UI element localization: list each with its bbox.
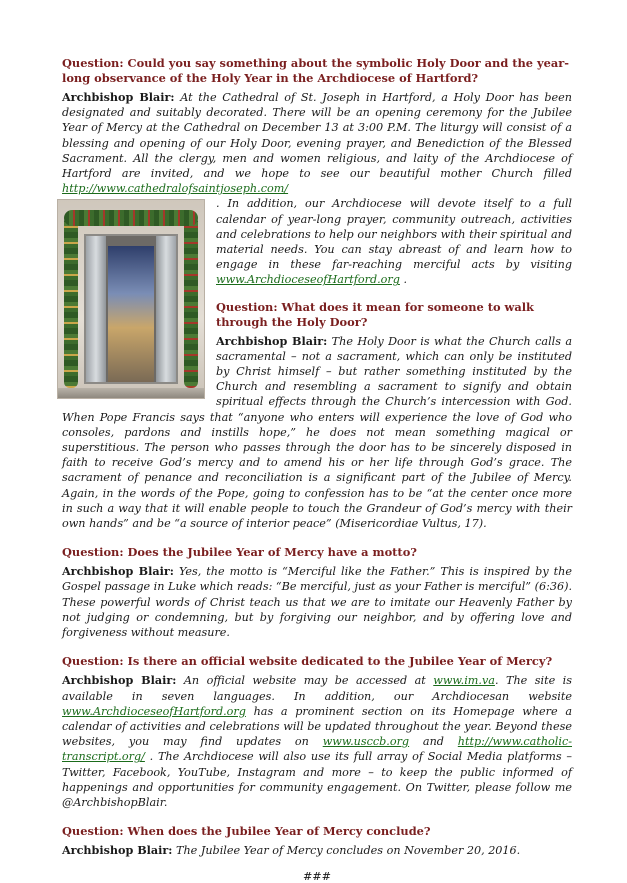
answer-text: An official website may be accessed at [183,674,434,688]
question-official-website: Question: Is there an official website dedicated to the Jubilee Year of Mercy? [62,654,553,669]
speaker-label: Archbishop Blair: [62,564,174,579]
answer-text: The Jubilee Year of Mercy concludes on November 20, 2016. [176,844,521,858]
end-mark: ### [302,870,332,883]
archdiocese-website-link[interactable]: www.ArchdioceseofHartford.org [216,273,400,287]
speaker-label: Archbishop Blair: [62,673,177,688]
archdiocese-website-link[interactable]: www.ArchdioceseofHartford.org [62,704,246,718]
answer-text: . [399,273,408,287]
answer-official-website [62,673,572,810]
speaker-label: Archbishop Blair: [216,333,328,348]
question-conclusion: Question: When does the Jubilee Year of Mercy conclude? [62,824,431,839]
answer-text: The Holy Door is what the Church calls a sacramental – not a sacrament, which can only be instituted by Christ himself – but rather something instituted by the Church and resembling a sacrament to signify and obtain spiritual effects through the Church’s intercession with God. When Pope Francis says that “anyone who enters will experience the love of God who consoles, pardons and instills hope,” he does not mean something magical or superstitious. The person who passes through the door has to be sincerely disposed in faith to receive God’s mercy and to amend his or her life through God’s grace. The sacrament of penance and reconciliation is a significant part of the Jubilee of Mercy. Again, in the words of the Pope, going to confession has to be “at the center once more in such a way that it will enable people to touch the Grandeur of God’s mercy with their own hands” and be “a source of interior peace” (Misericordiae Vultus, 17). [62,334,573,531]
answer-holy-door-hartford [62,90,572,196]
answer-conclusion [62,843,572,858]
speaker-label: Archbishop Blair: [62,843,173,858]
answer-text: At the Cathedral of St. Joseph in Hartford, a Holy Door has been designated and suitably decorated. There will be an opening ceremony for the Jubilee Year of Mercy at the Cathedral on December 13 at 3:00 P.M. The liturgy will consist of a blessing and opening of our Holy Door, evening prayer, and Benediction of the Blessed Sacrament. All the clergy, men and women religious, and laity of the Archdiocese of Hartford are invited, and we hope to see our beautiful mother Church filled [62,91,573,181]
question-motto: Question: Does the Jubilee Year of Mercy have a motto? [62,545,417,560]
answer-text: . In addition, our Archdiocese will devote itself to a full calendar of year-long prayer, community outreach, activities and celebrations to help our neighbors with their spiritual and material needs. You can stay abreast of and learn how to engage in these far-reaching merciful acts by visiting [216,197,572,272]
answer-motto [62,564,572,640]
question-walk-through-door: Question: What does it mean for someone to walk through the Holy Door? [216,299,534,329]
answer-text: and [409,735,458,749]
answer-text: Yes, the motto is “Merciful like the Father.” This is inspired by the Gospel passage in Luke which reads: “Be merciful, just as your Father is merciful” (6:36). These powerful words of Christ teach us that we are to imitate our Heavenly Father by not judging or condemning, but by forgiving our neighbor, and by offering love and forgiveness without measure. [62,565,572,640]
im-va-link[interactable]: www.im.va [433,674,495,688]
speaker-label: Archbishop Blair: [62,90,175,104]
document-page [62,56,572,883]
answer-text: . The Archdiocese will also use its full array of Social Media platforms – Twitter, Facebook, YouTube, Instagram and more – to keep the public informed of happenings and opportunities for community engagement. On Twitter, please follow me @ArchbishopBlair. [62,750,572,809]
answer-text: . The site is available in seven languages. In addition, our Archdiocesan website [62,674,572,703]
question-holy-door-hartford: Question: Could you say something about the symbolic Holy Door and the year-long observance of the Holy Year in the Archdiocese of Hartford? [62,56,569,85]
catholic-transcript-link[interactable]: http://www.catholic-transcript.org/ [62,735,572,764]
holy-door-photo [58,200,204,398]
answer-text: has a prominent section on its Homepage where a calendar of activities and celebrations will be updated throughout the year. Beyond these websites, you may find updates on [62,704,572,749]
usccb-link[interactable]: www.usccb.org [322,735,410,749]
cathedral-website-link[interactable]: http://www.cathedralofsaintjoseph.com/ [62,182,289,196]
